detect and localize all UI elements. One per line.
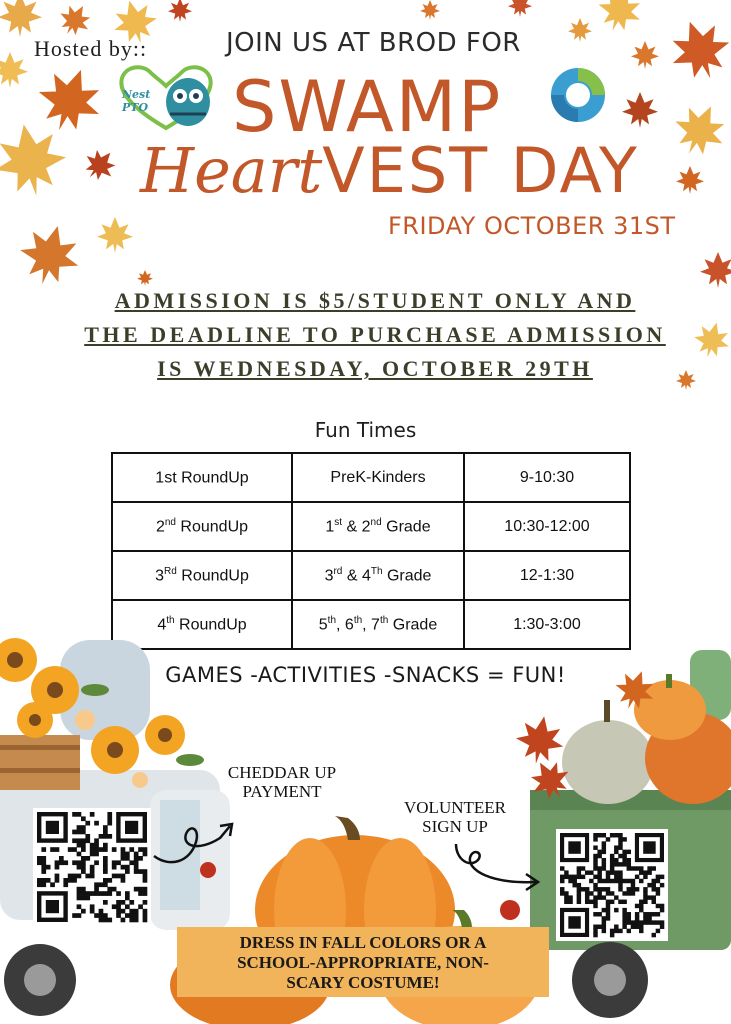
event-title-rest: VEST DAY bbox=[322, 134, 639, 207]
schedule-row bbox=[112, 551, 630, 600]
schedule-grade: 3rd & 4Th Grade bbox=[292, 551, 464, 600]
cheddar-up-label bbox=[212, 763, 352, 801]
schedule-row bbox=[112, 502, 630, 551]
schedule-time: 1:30-3:00 bbox=[464, 600, 630, 649]
event-title-line1: SWAMP bbox=[232, 66, 503, 148]
curved-arrow-icon bbox=[450, 838, 550, 898]
pto-logo-text: Nest PTO bbox=[122, 88, 151, 114]
schedule-round: 4th RoundUp bbox=[112, 600, 292, 649]
schedule-grade: 1st & 2nd Grade bbox=[292, 502, 464, 551]
ring-logo-icon bbox=[546, 64, 610, 126]
volunteer-qr-code[interactable] bbox=[556, 829, 668, 941]
schedule-title: Fun Times bbox=[314, 418, 417, 442]
event-title-line2 bbox=[140, 134, 639, 207]
dress-code-line-2: SCHOOL-APPROPRIATE, NON- bbox=[237, 953, 489, 972]
admission-notice bbox=[40, 284, 710, 386]
tagline: GAMES -ACTIVITIES -SNACKS = FUN! bbox=[165, 663, 566, 687]
event-date: FRIDAY OCTOBER 31ST bbox=[388, 212, 676, 240]
admission-line-3: IS WEDNESDAY, OCTOBER 29TH bbox=[157, 356, 593, 381]
cheddar-up-label-1: CHEDDAR UP bbox=[227, 763, 337, 782]
dress-code-text bbox=[184, 933, 542, 993]
schedule-grade: PreK-Kinders bbox=[292, 453, 464, 502]
schedule-round: 1st RoundUp bbox=[112, 453, 292, 502]
volunteer-label-2: SIGN UP bbox=[422, 817, 488, 836]
dress-code-line-1: DRESS IN FALL COLORS OR A bbox=[239, 933, 487, 952]
pto-logo bbox=[112, 62, 220, 134]
hosted-by-label: Hosted by:: bbox=[34, 36, 148, 61]
schedule-row bbox=[112, 453, 630, 502]
schedule-grade: 5th, 6th, 7th Grade bbox=[292, 600, 464, 649]
volunteer-label-1: VOLUNTEER bbox=[404, 798, 506, 817]
admission-line-2: THE DEADLINE TO PURCHASE ADMISSION bbox=[84, 322, 666, 347]
schedule-round: 3Rd RoundUp bbox=[112, 551, 292, 600]
schedule-round: 2nd RoundUp bbox=[112, 502, 292, 551]
schedule-time: 10:30-12:00 bbox=[464, 502, 630, 551]
volunteer-label bbox=[395, 798, 515, 836]
dress-code-line-3: SCARY COSTUME! bbox=[286, 973, 440, 992]
event-title-script: Heart bbox=[140, 134, 323, 207]
schedule-time: 12-1:30 bbox=[464, 551, 630, 600]
join-us-text: JOIN US AT BROD FOR bbox=[226, 28, 521, 58]
cheddar-up-qr-code[interactable] bbox=[33, 808, 151, 926]
schedule-time: 9-10:30 bbox=[464, 453, 630, 502]
cheddar-up-label-2: PAYMENT bbox=[242, 782, 322, 801]
admission-line-1: ADMISSION IS $5/STUDENT ONLY AND bbox=[114, 288, 636, 313]
curved-arrow-icon bbox=[150, 812, 240, 872]
